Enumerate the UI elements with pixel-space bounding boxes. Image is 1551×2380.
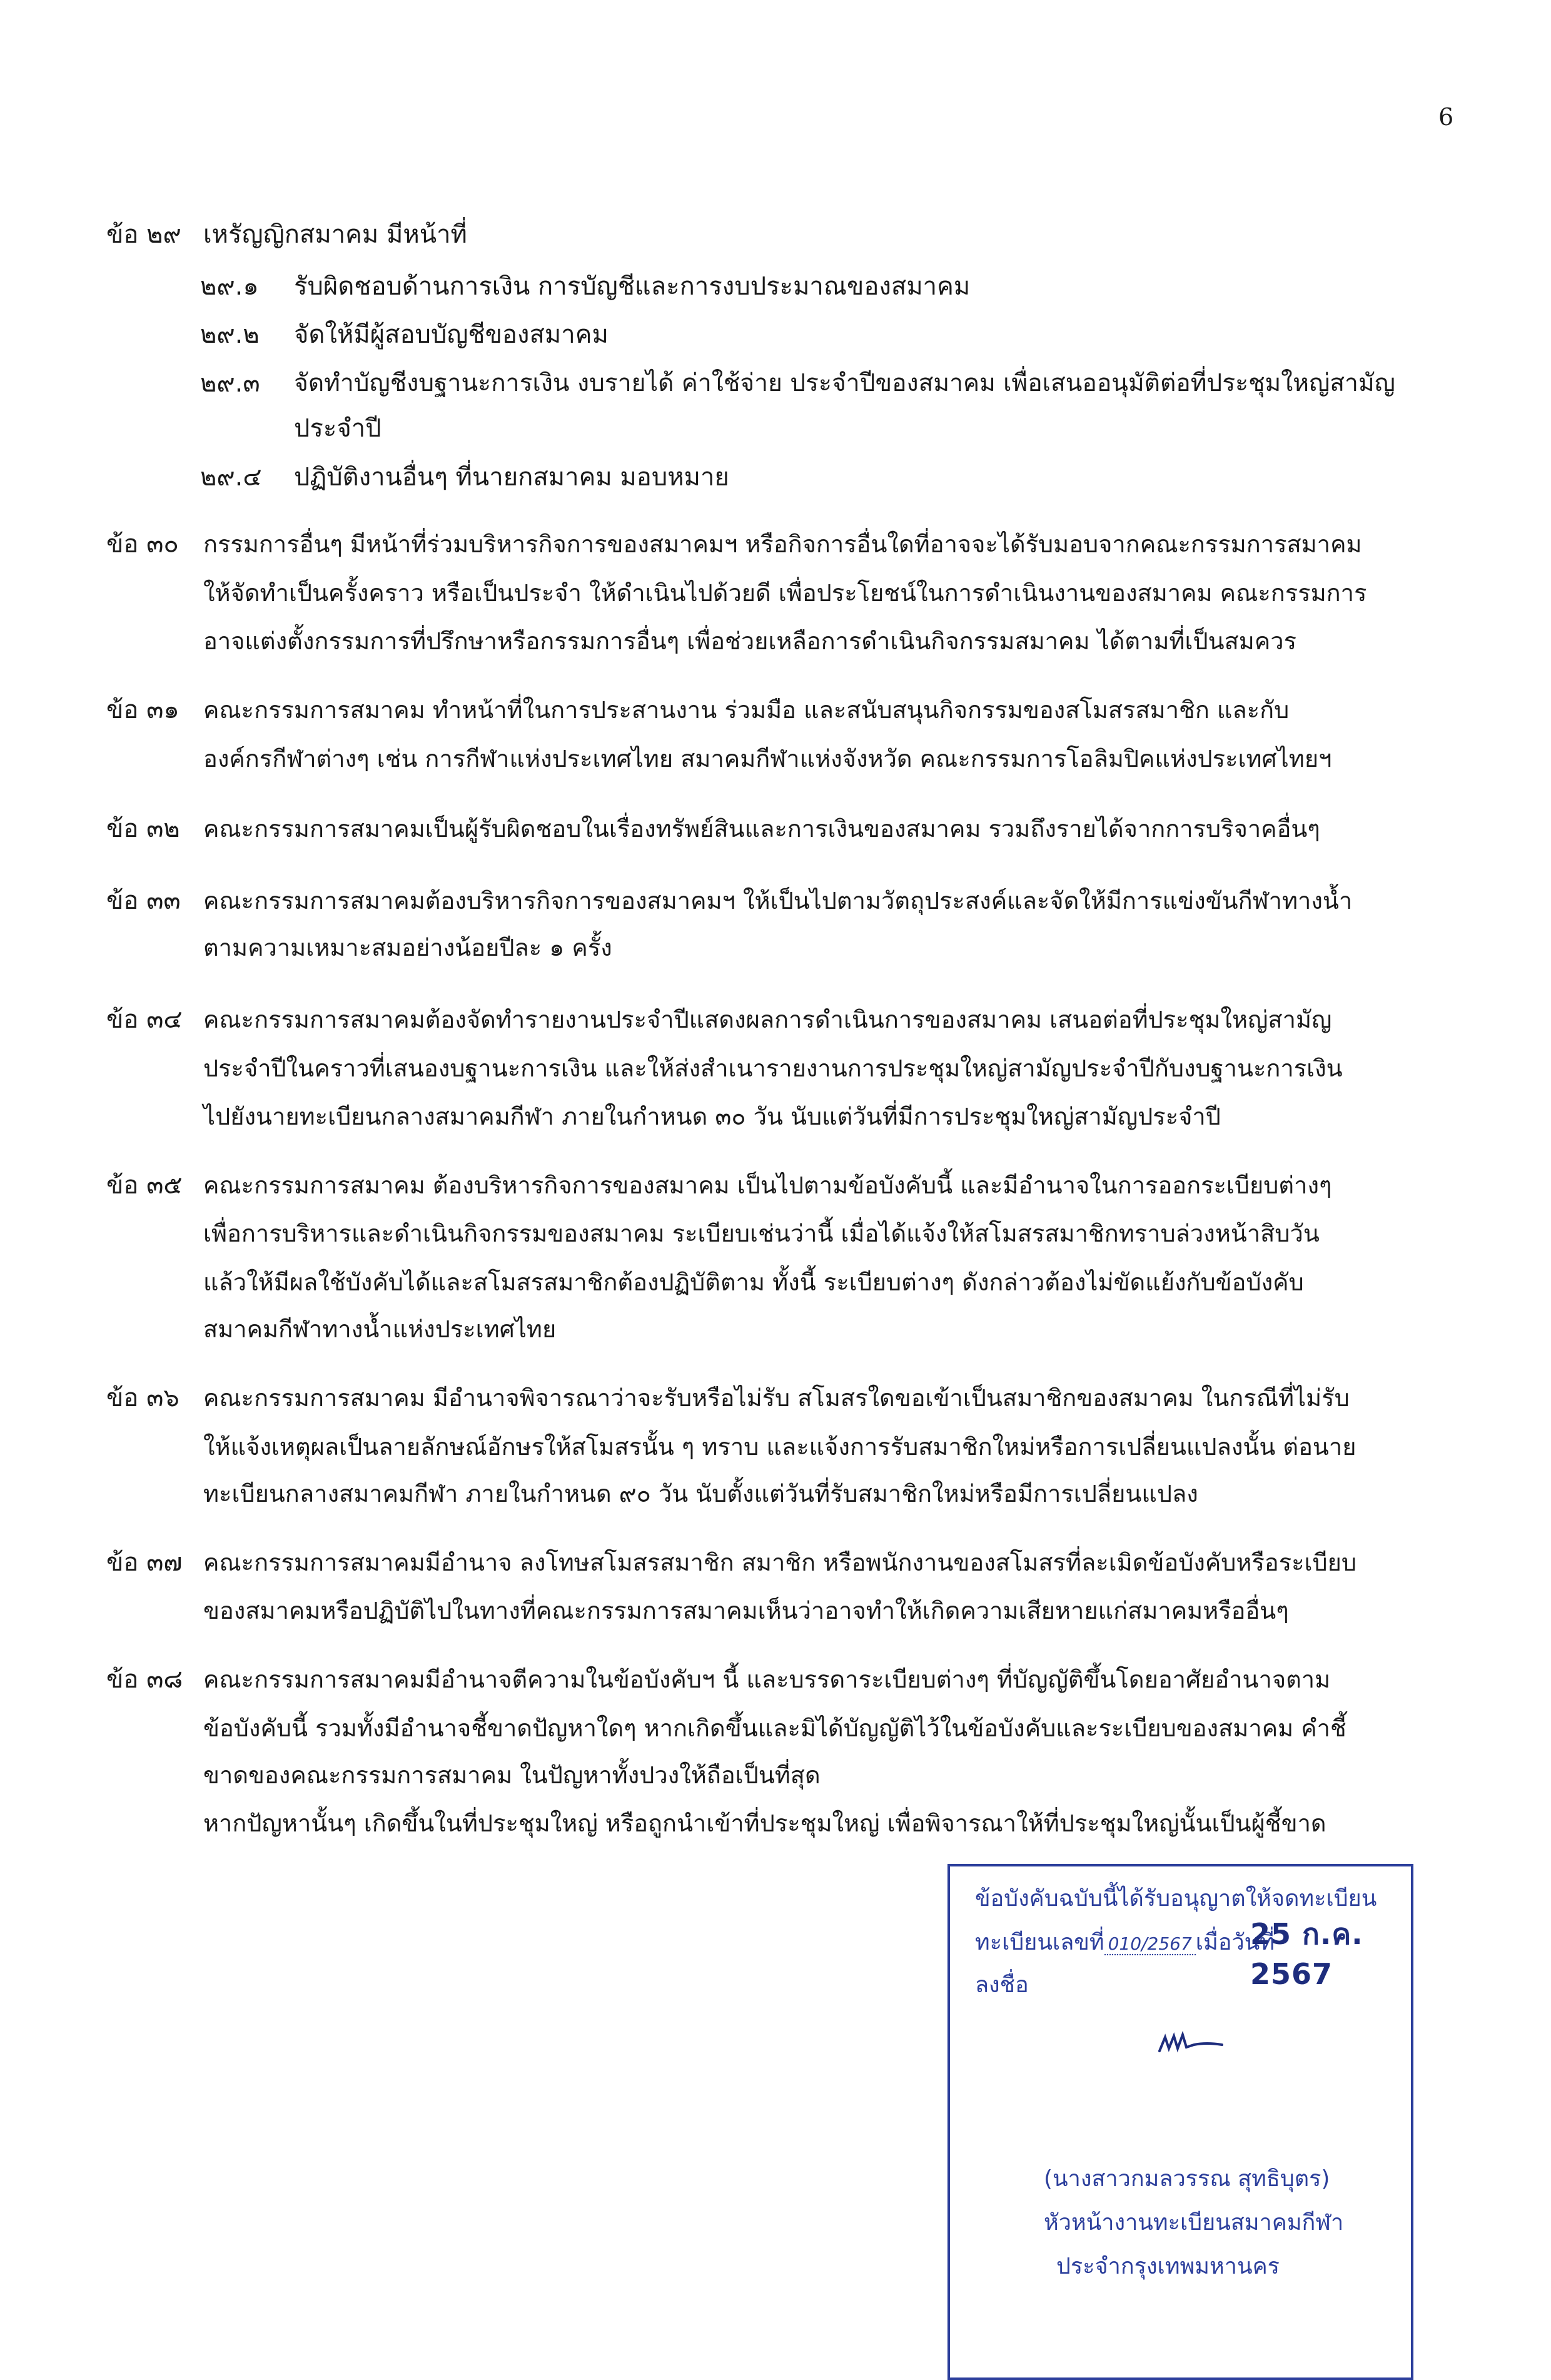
page-number: 6 (1438, 103, 1454, 131)
clause-36-line-2: ให้แจ้งเหตุผลเป็นลายลักษณ์อักษรให้สโมสรนั้น ๆ ทราบ และแจ้งการรับสมาชิกใหม่หรือการเปลี่ยนแปลงนั้น ต่อนาย (203, 1433, 1356, 1461)
clause-38-line-4: หากปัญหานั้นๆ เกิดขึ้นในที่ประชุมใหญ่ หรือถูกนำเข้าที่ประชุมใหญ่ เพื่อพิจารณาให้ที่ประชุมใหญ่นั้นเป็นผู้ชี้ขาด (203, 1810, 1326, 1837)
clause-33-line-2: ตามความเหมาะสมอย่างน้อยปีละ ๑ ครั้ง (203, 934, 612, 961)
stamp-heading: ข้อบังคับฉบับนี้ได้รับอนุญาตให้จดทะเบียน (975, 1886, 1377, 1912)
stamp-reg-line: ทะเบียนเลขที่ 010/2567 เมื่อวันที่ (975, 1930, 1275, 1955)
clause-30-line-2: ให้จัดทำเป็นครั้งคราว หรือเป็นประจำ ให้ดำเนินไปด้วยดี เพื่อประโยชน์ในการดำเนินงานของสมาคม คณะกรรมการ (203, 579, 1367, 607)
clause-38-line-3: ขาดของคณะกรรมการสมาคม ในปัญหาทั้งปวงให้ถือเป็นที่สุด (203, 1761, 821, 1789)
stamp-officer-office: ประจำกรุงเทพมหานคร (1056, 2254, 1280, 2279)
stamp-sign-label: ลงชื่อ (975, 1972, 1029, 1998)
clause-35-line-4: สมาคมกีฬาทางน้ำแห่งประเทศไทย (203, 1315, 557, 1343)
registration-stamp (947, 1864, 1413, 2380)
clause-37-line-2: ของสมาคมหรือปฏิบัติไปในทางที่คณะกรรมการสมาคมเห็นว่าอาจทำให้เกิดความเสียหายแก่สมาคมหรืออื่นๆ (203, 1597, 1289, 1624)
clause-29-3-cont: ประจำปี (294, 414, 381, 443)
clause-38-line-2: ข้อบังคับนี้ รวมทั้งมีอำนาจชี้ขาดปัญหาใดๆ หากเกิดขึ้นและมิได้บัญญัติไว้ในข้อบังคับและระเบียบของสมาคม คำชี้ (203, 1714, 1346, 1742)
clause-35-line-3: แล้วให้มีผลใช้บังคับได้และสโมสรสมาชิกต้องปฏิบัติตาม ทั้งนี้ ระเบียบต่างๆ ดังกล่าวต้องไม่ขัดแย้งกับข้อบังคับ (203, 1268, 1304, 1296)
clause-35-line-2: เพื่อการบริหารและดำเนินกิจกรรมของสมาคม ระเบียบเช่นว่านี้ เมื่อได้แจ้งให้สโมสรสมาชิกทราบล่วงหน้าสิบวัน (203, 1220, 1320, 1247)
clause-36-line-3: ทะเบียนกลางสมาคมกีฬา ภายในกำหนด ๙๐ วัน นับตั้งแต่วันที่รับสมาชิกใหม่หรือมีการเปลี่ยนแปลง (203, 1480, 1198, 1507)
stamp-date: 25 ก.ค. 2567 (1250, 1917, 1363, 1991)
stamp-officer-title: หัวหน้างานทะเบียนสมาคมกีฬา (1044, 2210, 1344, 2236)
signature-icon (1156, 2026, 1225, 2057)
stamp-officer-name: (นางสาวกมลวรรณ สุทธิบุตร) (1044, 2166, 1330, 2192)
clause-34-line-2: ประจำปีในคราวที่เสนองบฐานะการเงิน และให้ส่งสำเนารายงานการประชุมใหญ่สามัญประจำปีกับงบฐานะการเงิน (203, 1055, 1343, 1082)
clause-31-line-2: องค์กรกีฬาต่างๆ เช่น การกีฬาแห่งประเทศไทย สมาคมกีฬาแห่งจังหวัด คณะกรรมการโอลิมปิคแห่งประเทศไทยฯ (203, 745, 1332, 772)
clause-34-line-3: ไปยังนายทะเบียนกลางสมาคมกีฬา ภายในกำหนด ๓๐ วัน นับแต่วันที่มีการประชุมใหญ่สามัญประจำปี (203, 1103, 1221, 1130)
clause-30-line-3: อาจแต่งตั้งกรรมการที่ปรึกษาหรือกรรมการอื่นๆ เพื่อช่วยเหลือการดำเนินกิจกรรมสมาคม ได้ตามที่เป็นสมควร (203, 627, 1296, 655)
stamp-reg-number: 010/2567 (1104, 1933, 1196, 1955)
